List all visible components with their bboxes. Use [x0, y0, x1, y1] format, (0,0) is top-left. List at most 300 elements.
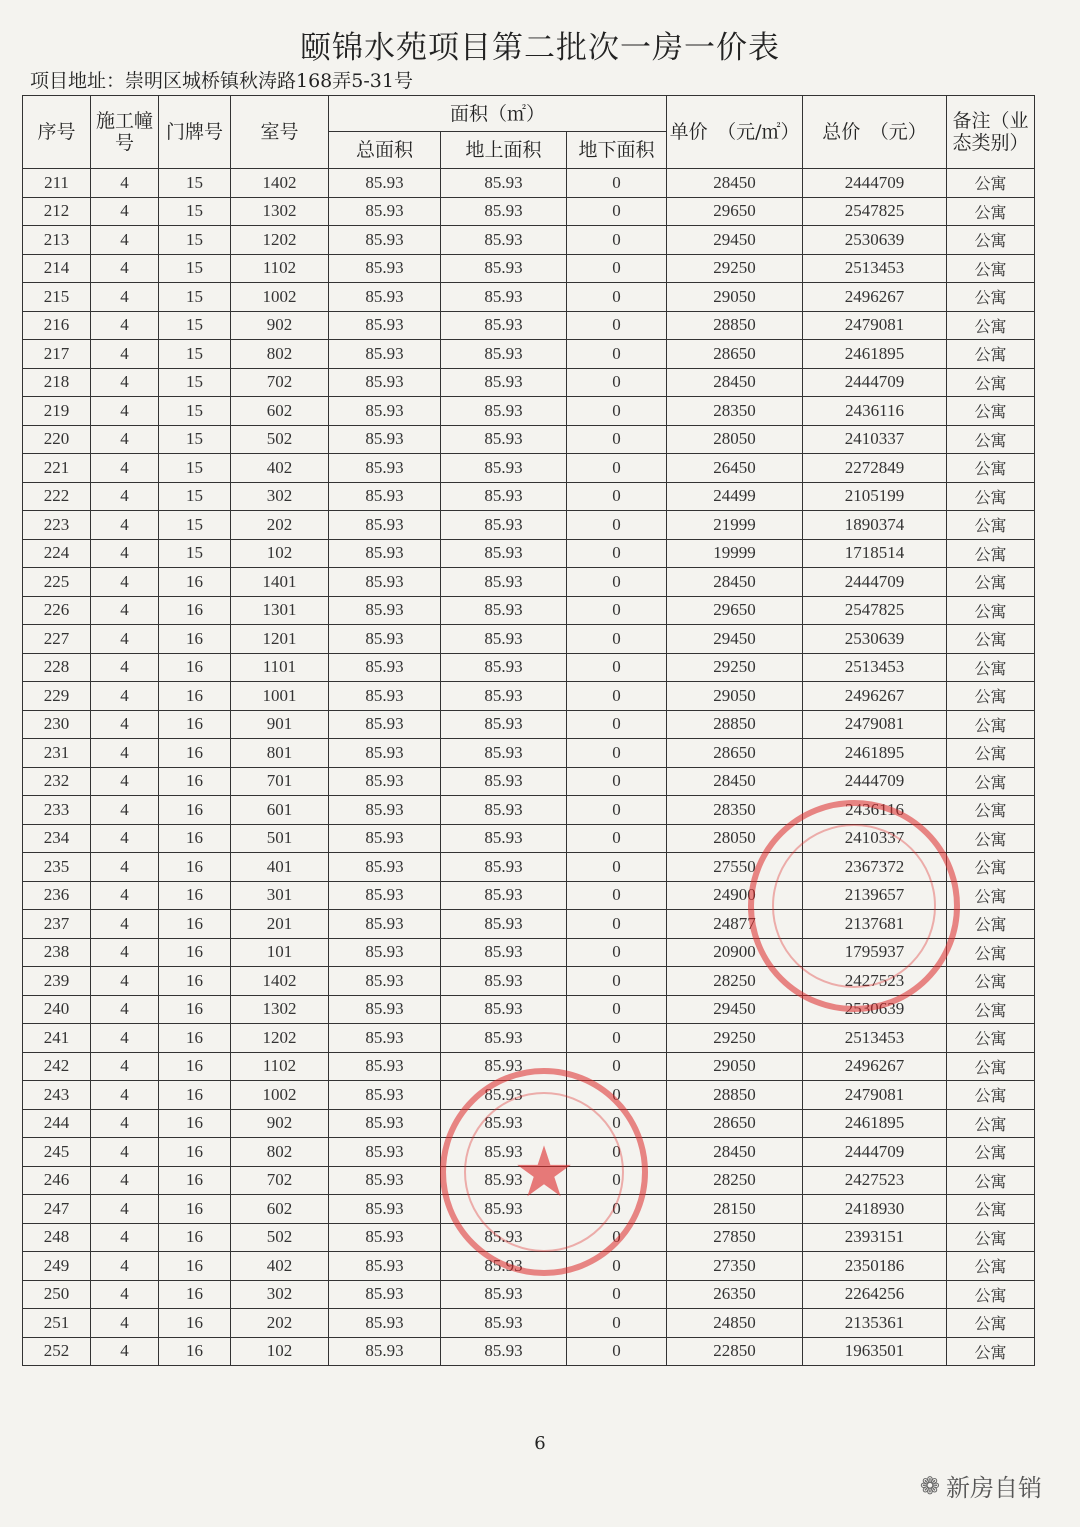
cell-seq: 243	[23, 1081, 91, 1110]
cell-room: 1402	[231, 169, 329, 198]
table-row	[23, 881, 1035, 910]
table-row	[23, 938, 1035, 967]
cell-total-area: 85.93	[329, 1337, 441, 1366]
cell-seq: 217	[23, 340, 91, 369]
cell-unit-price: 29450	[667, 995, 803, 1024]
cell-below-area: 0	[567, 910, 667, 939]
cell-remark: 公寓	[947, 539, 1035, 568]
cell-remark: 公寓	[947, 796, 1035, 825]
cell-total-price: 2496267	[803, 1052, 947, 1081]
cell-total-price: 2350186	[803, 1252, 947, 1281]
cell-unit-price: 29450	[667, 226, 803, 255]
table-row	[23, 1223, 1035, 1252]
cell-unit-price: 20900	[667, 938, 803, 967]
cell-remark: 公寓	[947, 1052, 1035, 1081]
cell-building: 4	[91, 995, 159, 1024]
cell-door: 16	[159, 625, 231, 654]
cell-below-area: 0	[567, 1052, 667, 1081]
cell-unit-price: 28850	[667, 710, 803, 739]
cell-door: 16	[159, 938, 231, 967]
table-row	[23, 539, 1035, 568]
cell-seq: 245	[23, 1138, 91, 1167]
cell-unit-price: 19999	[667, 539, 803, 568]
table-row	[23, 625, 1035, 654]
cell-unit-price: 24499	[667, 482, 803, 511]
cell-total-price: 2461895	[803, 1109, 947, 1138]
cell-seq: 226	[23, 596, 91, 625]
cell-below-area: 0	[567, 539, 667, 568]
watermark-text: 新房自销	[946, 1474, 1042, 1502]
cell-total-area: 85.93	[329, 625, 441, 654]
cell-remark: 公寓	[947, 910, 1035, 939]
cell-remark: 公寓	[947, 710, 1035, 739]
cell-above-area: 85.93	[441, 368, 567, 397]
cell-room: 702	[231, 368, 329, 397]
cell-above-area: 85.93	[441, 568, 567, 597]
cell-total-price: 2444709	[803, 368, 947, 397]
cell-building: 4	[91, 1195, 159, 1224]
cell-building: 4	[91, 1081, 159, 1110]
cell-total-price: 2393151	[803, 1223, 947, 1252]
table-row	[23, 1081, 1035, 1110]
cell-unit-price: 28850	[667, 1081, 803, 1110]
cell-below-area: 0	[567, 1337, 667, 1366]
price-table	[22, 95, 1035, 1366]
cell-above-area: 85.93	[441, 853, 567, 882]
cell-seq: 234	[23, 824, 91, 853]
cell-total-price: 2137681	[803, 910, 947, 939]
cell-remark: 公寓	[947, 1223, 1035, 1252]
cell-below-area: 0	[567, 511, 667, 540]
cell-door: 15	[159, 283, 231, 312]
table-row	[23, 1337, 1035, 1366]
cell-room: 102	[231, 1337, 329, 1366]
cell-door: 16	[159, 1109, 231, 1138]
cell-above-area: 85.93	[441, 1195, 567, 1224]
cell-door: 15	[159, 226, 231, 255]
cell-below-area: 0	[567, 625, 667, 654]
cell-seq: 230	[23, 710, 91, 739]
header-area-group: 面积（㎡）	[329, 96, 667, 132]
cell-remark: 公寓	[947, 425, 1035, 454]
cell-total-price: 2139657	[803, 881, 947, 910]
cell-above-area: 85.93	[441, 169, 567, 198]
cell-above-area: 85.93	[441, 511, 567, 540]
cell-door: 15	[159, 197, 231, 226]
cell-building: 4	[91, 1138, 159, 1167]
cell-door: 15	[159, 539, 231, 568]
cell-total-area: 85.93	[329, 1195, 441, 1224]
cell-unit-price: 28850	[667, 311, 803, 340]
cell-unit-price: 22850	[667, 1337, 803, 1366]
cell-above-area: 85.93	[441, 967, 567, 996]
cell-total-area: 85.93	[329, 539, 441, 568]
cell-seq: 241	[23, 1024, 91, 1053]
table-row	[23, 368, 1035, 397]
cell-below-area: 0	[567, 1081, 667, 1110]
cell-room: 1301	[231, 596, 329, 625]
cell-total-area: 85.93	[329, 254, 441, 283]
table-row	[23, 1309, 1035, 1338]
cell-total-price: 1795937	[803, 938, 947, 967]
cell-unit-price: 26350	[667, 1280, 803, 1309]
cell-below-area: 0	[567, 739, 667, 768]
cell-room: 1302	[231, 197, 329, 226]
cell-above-area: 85.93	[441, 1223, 567, 1252]
cell-building: 4	[91, 254, 159, 283]
cell-below-area: 0	[567, 1109, 667, 1138]
cell-unit-price: 29450	[667, 625, 803, 654]
cell-unit-price: 29250	[667, 1024, 803, 1053]
cell-remark: 公寓	[947, 340, 1035, 369]
cell-total-area: 85.93	[329, 397, 441, 426]
cell-seq: 235	[23, 853, 91, 882]
cell-above-area: 85.93	[441, 938, 567, 967]
cell-above-area: 85.93	[441, 796, 567, 825]
cell-below-area: 0	[567, 1309, 667, 1338]
cell-seq: 221	[23, 454, 91, 483]
cell-room: 1201	[231, 625, 329, 654]
cell-door: 16	[159, 1195, 231, 1224]
cell-room: 1002	[231, 1081, 329, 1110]
table-row	[23, 226, 1035, 255]
table-row	[23, 169, 1035, 198]
cell-remark: 公寓	[947, 1280, 1035, 1309]
cell-total-area: 85.93	[329, 938, 441, 967]
cell-remark: 公寓	[947, 1109, 1035, 1138]
cell-above-area: 85.93	[441, 226, 567, 255]
header-building: 施工幢号	[91, 96, 159, 169]
cell-unit-price: 29650	[667, 197, 803, 226]
cell-remark: 公寓	[947, 767, 1035, 796]
cell-below-area: 0	[567, 682, 667, 711]
cell-unit-price: 27550	[667, 853, 803, 882]
cell-seq: 231	[23, 739, 91, 768]
cell-building: 4	[91, 653, 159, 682]
cell-room: 301	[231, 881, 329, 910]
cell-unit-price: 28650	[667, 1109, 803, 1138]
cell-below-area: 0	[567, 796, 667, 825]
cell-door: 16	[159, 1024, 231, 1053]
cell-total-price: 2272849	[803, 454, 947, 483]
cell-door: 16	[159, 1337, 231, 1366]
cell-remark: 公寓	[947, 1309, 1035, 1338]
cell-remark: 公寓	[947, 1081, 1035, 1110]
header-total-area: 总面积	[329, 132, 441, 169]
cell-remark: 公寓	[947, 511, 1035, 540]
cell-below-area: 0	[567, 1223, 667, 1252]
cell-door: 16	[159, 910, 231, 939]
cell-building: 4	[91, 1166, 159, 1195]
cell-room: 602	[231, 1195, 329, 1224]
cell-door: 16	[159, 1081, 231, 1110]
cell-building: 4	[91, 682, 159, 711]
cell-room: 602	[231, 397, 329, 426]
cell-remark: 公寓	[947, 1337, 1035, 1366]
cell-total-area: 85.93	[329, 1223, 441, 1252]
cell-door: 15	[159, 169, 231, 198]
cell-room: 302	[231, 482, 329, 511]
table-row	[23, 1052, 1035, 1081]
table-row	[23, 511, 1035, 540]
cell-door: 16	[159, 739, 231, 768]
cell-total-price: 2427523	[803, 1166, 947, 1195]
cell-seq: 213	[23, 226, 91, 255]
cell-building: 4	[91, 881, 159, 910]
table-row	[23, 853, 1035, 882]
page-number: 6	[534, 1433, 546, 1454]
cell-seq: 220	[23, 425, 91, 454]
cell-building: 4	[91, 1280, 159, 1309]
table-row	[23, 425, 1035, 454]
cell-door: 16	[159, 767, 231, 796]
header-unit-price: 单价 （元/㎡）	[667, 96, 803, 169]
cell-remark: 公寓	[947, 226, 1035, 255]
cell-unit-price: 28350	[667, 397, 803, 426]
header-door: 门牌号	[159, 96, 231, 169]
table-row	[23, 682, 1035, 711]
cell-total-price: 2496267	[803, 283, 947, 312]
cell-total-price: 2105199	[803, 482, 947, 511]
cell-below-area: 0	[567, 311, 667, 340]
header-seq: 序号	[23, 96, 91, 169]
cell-below-area: 0	[567, 824, 667, 853]
cell-total-price: 2479081	[803, 710, 947, 739]
cell-remark: 公寓	[947, 1138, 1035, 1167]
cell-seq: 222	[23, 482, 91, 511]
cell-room: 202	[231, 511, 329, 540]
cell-unit-price: 28450	[667, 1138, 803, 1167]
table-row	[23, 995, 1035, 1024]
cell-total-area: 85.93	[329, 169, 441, 198]
cell-total-area: 85.93	[329, 1081, 441, 1110]
cell-door: 15	[159, 311, 231, 340]
cell-building: 4	[91, 454, 159, 483]
cell-room: 401	[231, 853, 329, 882]
cell-below-area: 0	[567, 226, 667, 255]
cell-door: 16	[159, 1252, 231, 1281]
cell-unit-price: 28450	[667, 169, 803, 198]
cell-door: 16	[159, 653, 231, 682]
cell-above-area: 85.93	[441, 397, 567, 426]
cell-total-price: 2436116	[803, 397, 947, 426]
cell-below-area: 0	[567, 596, 667, 625]
cell-above-area: 85.93	[441, 539, 567, 568]
cell-door: 15	[159, 397, 231, 426]
cell-seq: 233	[23, 796, 91, 825]
cell-total-area: 85.93	[329, 1052, 441, 1081]
cell-above-area: 85.93	[441, 881, 567, 910]
cell-above-area: 85.93	[441, 625, 567, 654]
table-row	[23, 254, 1035, 283]
cell-room: 1401	[231, 568, 329, 597]
cell-room: 302	[231, 1280, 329, 1309]
cell-total-price: 2367372	[803, 853, 947, 882]
table-row	[23, 1280, 1035, 1309]
cell-total-area: 85.93	[329, 767, 441, 796]
cell-remark: 公寓	[947, 881, 1035, 910]
cell-above-area: 85.93	[441, 596, 567, 625]
cell-remark: 公寓	[947, 197, 1035, 226]
cell-seq: 242	[23, 1052, 91, 1081]
cell-door: 16	[159, 568, 231, 597]
header-remark: 备注（业态类别）	[947, 96, 1035, 169]
cell-total-area: 85.93	[329, 340, 441, 369]
cell-remark: 公寓	[947, 1166, 1035, 1195]
cell-total-area: 85.93	[329, 226, 441, 255]
cell-seq: 214	[23, 254, 91, 283]
cell-total-area: 85.93	[329, 1109, 441, 1138]
cell-room: 702	[231, 1166, 329, 1195]
cell-unit-price: 28450	[667, 368, 803, 397]
cell-total-area: 85.93	[329, 881, 441, 910]
cell-unit-price: 21999	[667, 511, 803, 540]
table-row	[23, 596, 1035, 625]
cell-unit-price: 28650	[667, 340, 803, 369]
cell-unit-price: 24877	[667, 910, 803, 939]
cell-total-area: 85.93	[329, 1280, 441, 1309]
cell-unit-price: 29250	[667, 653, 803, 682]
cell-below-area: 0	[567, 1024, 667, 1053]
cell-building: 4	[91, 710, 159, 739]
cell-building: 4	[91, 1309, 159, 1338]
cell-total-area: 85.93	[329, 283, 441, 312]
cell-total-price: 1718514	[803, 539, 947, 568]
cell-total-price: 2496267	[803, 682, 947, 711]
table-row	[23, 796, 1035, 825]
header-below-area: 地下面积	[567, 132, 667, 169]
cell-room: 502	[231, 1223, 329, 1252]
cell-below-area: 0	[567, 1166, 667, 1195]
cell-total-price: 2479081	[803, 1081, 947, 1110]
cell-room: 1001	[231, 682, 329, 711]
table-row	[23, 311, 1035, 340]
cell-total-price: 2513453	[803, 653, 947, 682]
cell-total-area: 85.93	[329, 995, 441, 1024]
cell-remark: 公寓	[947, 1195, 1035, 1224]
cell-room: 802	[231, 340, 329, 369]
page-title: 颐锦水苑项目第二批次一房一价表	[300, 30, 780, 66]
cell-remark: 公寓	[947, 967, 1035, 996]
cell-unit-price: 28250	[667, 967, 803, 996]
cell-building: 4	[91, 311, 159, 340]
cell-building: 4	[91, 910, 159, 939]
cell-room: 1202	[231, 226, 329, 255]
cell-below-area: 0	[567, 397, 667, 426]
cell-below-area: 0	[567, 1195, 667, 1224]
cell-above-area: 85.93	[441, 710, 567, 739]
cell-below-area: 0	[567, 568, 667, 597]
cell-remark: 公寓	[947, 311, 1035, 340]
cell-seq: 216	[23, 311, 91, 340]
cell-total-area: 85.93	[329, 482, 441, 511]
cell-seq: 225	[23, 568, 91, 597]
cell-above-area: 85.93	[441, 1337, 567, 1366]
cell-door: 15	[159, 482, 231, 511]
table-row	[23, 197, 1035, 226]
cell-total-price: 2436116	[803, 796, 947, 825]
cell-unit-price: 29250	[667, 254, 803, 283]
cell-total-price: 2513453	[803, 1024, 947, 1053]
cell-seq: 244	[23, 1109, 91, 1138]
cell-below-area: 0	[567, 1252, 667, 1281]
cell-below-area: 0	[567, 710, 667, 739]
cell-unit-price: 28050	[667, 824, 803, 853]
star-icon: ★	[512, 1131, 576, 1213]
cell-unit-price: 26450	[667, 454, 803, 483]
cell-door: 16	[159, 1280, 231, 1309]
cell-total-price: 2513453	[803, 254, 947, 283]
cell-remark: 公寓	[947, 682, 1035, 711]
cell-total-price: 2530639	[803, 226, 947, 255]
cell-above-area: 85.93	[441, 739, 567, 768]
cell-room: 201	[231, 910, 329, 939]
cell-total-price: 2418930	[803, 1195, 947, 1224]
cell-seq: 246	[23, 1166, 91, 1195]
cell-building: 4	[91, 511, 159, 540]
cell-building: 4	[91, 1337, 159, 1366]
table-body	[23, 169, 1035, 1366]
cell-room: 701	[231, 767, 329, 796]
cell-total-area: 85.93	[329, 311, 441, 340]
cell-building: 4	[91, 796, 159, 825]
cell-door: 16	[159, 853, 231, 882]
cell-above-area: 85.93	[441, 482, 567, 511]
cell-total-price: 2444709	[803, 169, 947, 198]
table-row	[23, 1195, 1035, 1224]
cell-room: 1101	[231, 653, 329, 682]
cell-total-area: 85.93	[329, 824, 441, 853]
cell-above-area: 85.93	[441, 1081, 567, 1110]
cell-total-area: 85.93	[329, 682, 441, 711]
cell-room: 1202	[231, 1024, 329, 1053]
cell-seq: 238	[23, 938, 91, 967]
cell-building: 4	[91, 539, 159, 568]
cell-door: 15	[159, 368, 231, 397]
cell-room: 801	[231, 739, 329, 768]
cell-above-area: 85.93	[441, 283, 567, 312]
table-row	[23, 283, 1035, 312]
cell-total-price: 2444709	[803, 568, 947, 597]
cell-unit-price: 28450	[667, 568, 803, 597]
cell-room: 102	[231, 539, 329, 568]
project-address: 项目地址：崇明区城桥镇秋涛路168弄5-31号	[30, 70, 413, 92]
cell-total-price: 2461895	[803, 340, 947, 369]
cell-unit-price: 28650	[667, 739, 803, 768]
cell-unit-price: 29050	[667, 682, 803, 711]
cell-total-area: 85.93	[329, 425, 441, 454]
table-row	[23, 767, 1035, 796]
cell-remark: 公寓	[947, 739, 1035, 768]
cell-building: 4	[91, 938, 159, 967]
cell-below-area: 0	[567, 169, 667, 198]
cell-unit-price: 28450	[667, 767, 803, 796]
cell-above-area: 85.93	[441, 1280, 567, 1309]
cell-building: 4	[91, 340, 159, 369]
cell-remark: 公寓	[947, 454, 1035, 483]
cell-below-area: 0	[567, 368, 667, 397]
cell-remark: 公寓	[947, 938, 1035, 967]
cell-building: 4	[91, 397, 159, 426]
table-row	[23, 739, 1035, 768]
cell-below-area: 0	[567, 853, 667, 882]
cell-above-area: 85.93	[441, 1166, 567, 1195]
cell-building: 4	[91, 482, 159, 511]
cell-total-area: 85.93	[329, 796, 441, 825]
cell-building: 4	[91, 596, 159, 625]
cell-total-price: 2461895	[803, 739, 947, 768]
cell-total-price: 1890374	[803, 511, 947, 540]
